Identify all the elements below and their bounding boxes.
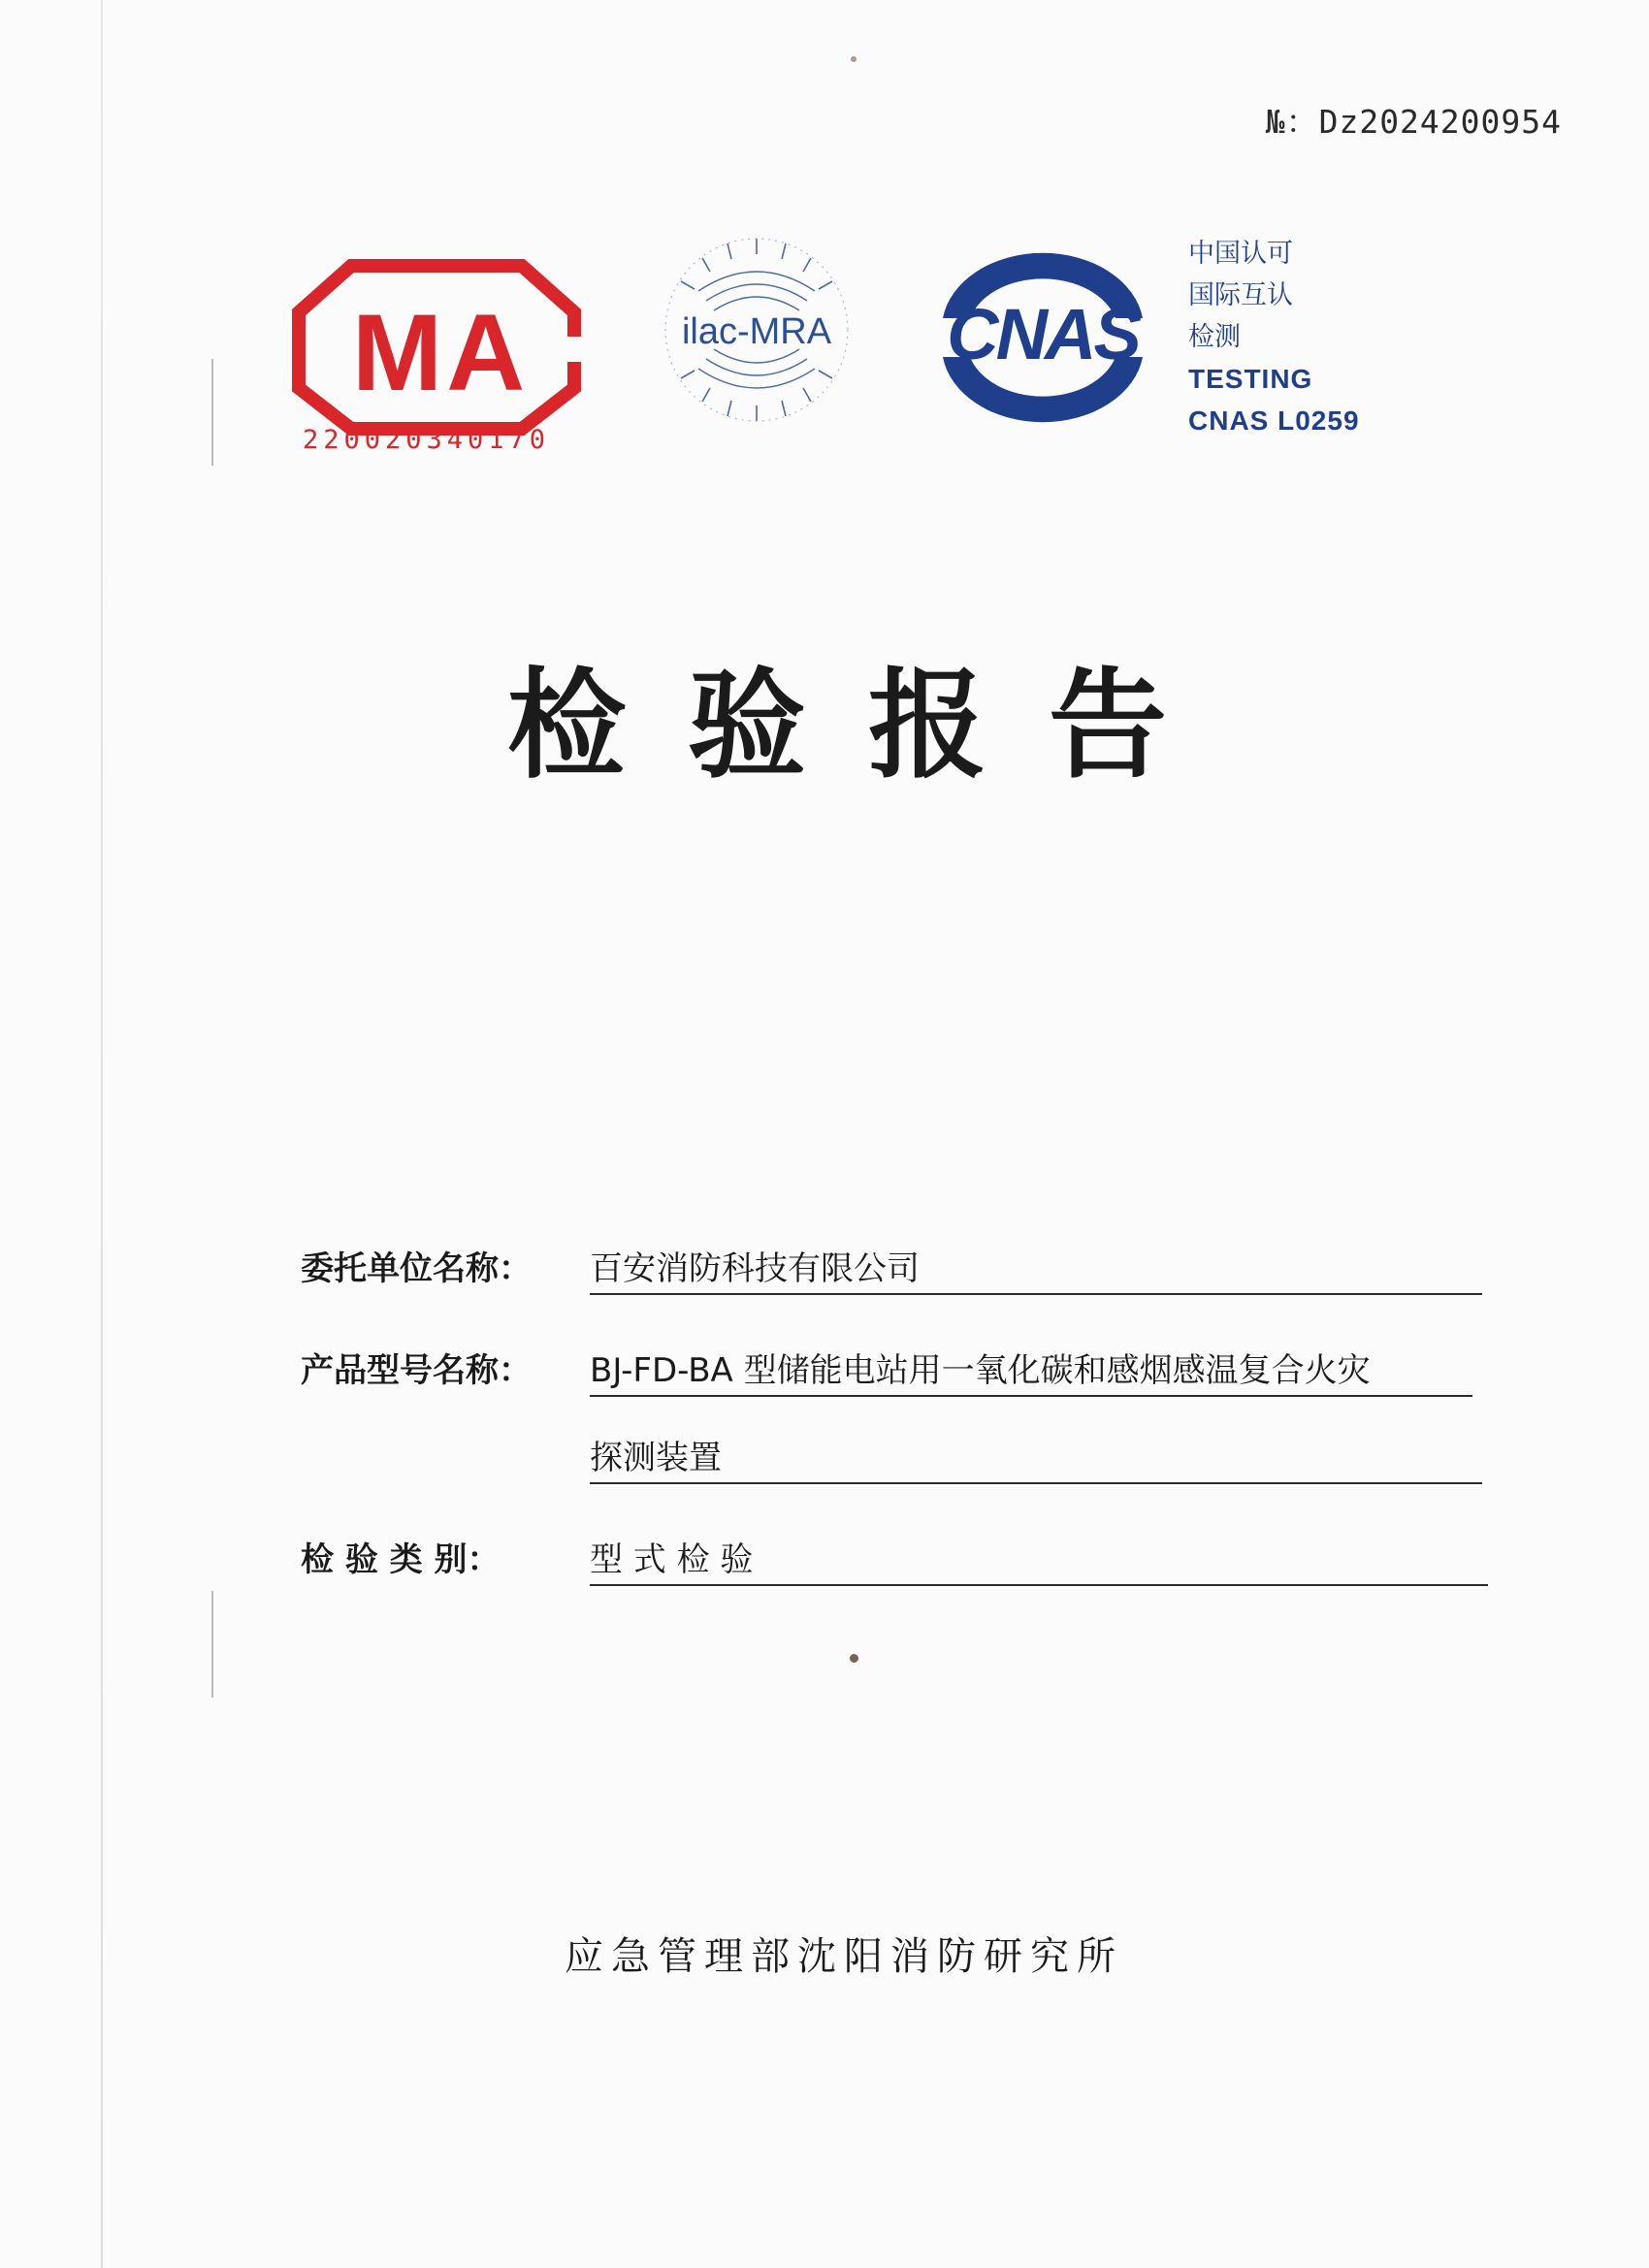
cnas-caption-line: 国际互认 [1188, 280, 1293, 310]
certification-logos [291, 233, 1377, 475]
cma-logo-text: MA [351, 292, 530, 413]
report-number: №：Dz2024200954 [1265, 103, 1562, 141]
cnas-caption-line: 中国认可 [1188, 239, 1293, 269]
cnas-code: CNAS L0259 [1188, 405, 1360, 436]
field-category-label: 检 验 类 别： [301, 1540, 501, 1579]
field-category [301, 1533, 754, 1580]
binding-mark-top [211, 359, 213, 466]
field-client [301, 1242, 920, 1289]
field-client-label: 委托单位名称： [301, 1249, 532, 1288]
binding-mark-bottom [211, 1591, 213, 1698]
cnas-logo-text: CNAS [947, 294, 1139, 374]
ilac-mra-logo [660, 233, 854, 427]
issuing-institute: 应急管理部沈阳消防研究所 [565, 1934, 1123, 1979]
cnas-testing-label: TESTING [1188, 364, 1313, 394]
field-product [301, 1344, 1371, 1477]
cma-frame-gap [545, 337, 582, 362]
scan-speck [850, 1654, 858, 1663]
field-client-value: 百安消防科技有限公司 [590, 1242, 1482, 1295]
field-category-value: 型 式 检 验 [590, 1533, 1488, 1586]
field-product-value-line1: BJ-FD-BA 型储能电站用一氧化碳和感烟感温复合火灾 [590, 1344, 1472, 1397]
field-product-label: 产品型号名称： [301, 1351, 532, 1390]
report-title: 检验报告 [507, 657, 1229, 794]
cnas-caption [1188, 233, 1402, 441]
cma-number: 220020340170 [303, 425, 551, 455]
field-product-value-line2: 探测装置 [590, 1431, 1482, 1484]
ilac-logo-text: ilac-MRA [681, 311, 832, 352]
scan-speck [851, 56, 857, 62]
cnas-logo [922, 243, 1164, 427]
cnas-caption-line: 检测 [1188, 322, 1241, 352]
